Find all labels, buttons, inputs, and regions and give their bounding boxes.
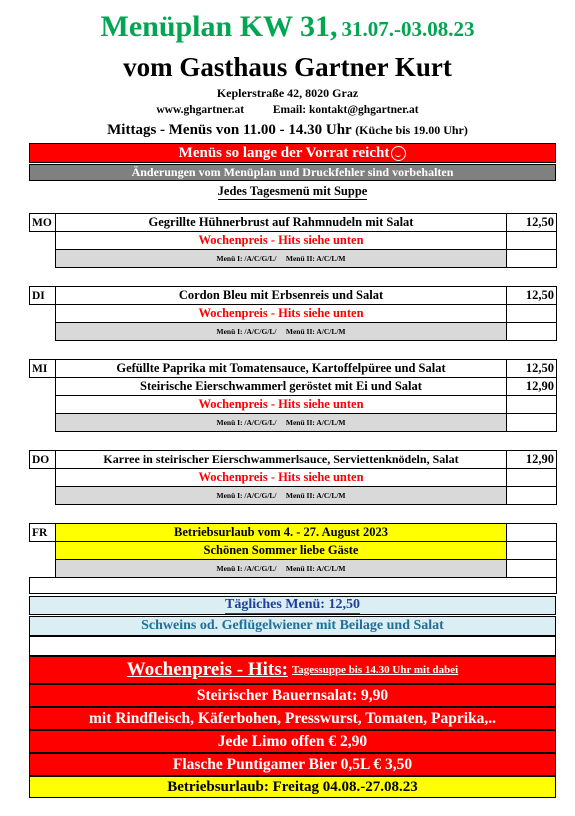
dish-name: Cordon Bleu mit Erbsenreis und Salat (56, 287, 507, 305)
weekly-hits-title-text: Wochenpreis - Hits: (126, 659, 288, 680)
table-row (30, 396, 557, 414)
menu-table-monday (29, 213, 557, 268)
table-row (30, 469, 557, 487)
lunch-hours (0, 122, 575, 139)
allergens: Menü I: /A/C/G/L/ Menü II: A/C/L/M (56, 487, 507, 505)
spacer-row (29, 636, 556, 656)
table-row (30, 542, 557, 560)
menu-table-tuesday (29, 286, 557, 341)
hit-limo: Jede Limo offen € 2,90 (29, 730, 556, 753)
day-label: MO (30, 214, 56, 232)
weekly-hits-note: Wochenpreis - Hits siehe unten (56, 305, 507, 323)
table-row (30, 487, 557, 505)
daily-menu-title (29, 596, 556, 615)
notice-while-stocks (29, 143, 556, 163)
allergens: Menü I: /A/C/G/L/ Menü II: A/C/L/M (56, 323, 507, 341)
notice-soup (29, 182, 556, 202)
day-label: FR (30, 524, 56, 542)
table-row (30, 560, 557, 578)
dish-name: Karree in steirischer Eierschwammerlsauce, Serviettenknödeln, Salat (56, 451, 507, 469)
table-row (30, 323, 557, 341)
weekly-hits-note: Wochenpreis - Hits siehe unten (56, 396, 507, 414)
weekly-hits-note-small: Tagessuppe bis 14.30 Uhr mit dabei (291, 664, 459, 676)
table-row (30, 305, 557, 323)
table-row (30, 578, 557, 594)
notice-soup-text: Jedes Tagesmenü mit Suppe (217, 184, 368, 198)
notice-while-stocks-text: Menüs so lange der Vorrat reicht (178, 144, 390, 161)
day-label: DI (30, 287, 56, 305)
summer-greeting: Schönen Sommer liebe Gäste (56, 542, 507, 560)
dish-price: 12,50 (507, 214, 557, 232)
day-label: DO (30, 451, 56, 469)
smiley-icon (391, 146, 406, 161)
vacation-note: Betriebsurlaub vom 4. - 27. August 2023 (56, 524, 507, 542)
allergens: Menü I: /A/C/G/L/ Menü II: A/C/L/M (56, 560, 507, 578)
table-row (30, 524, 557, 542)
hit-salad-desc: mit Rindfleisch, Käferbohen, Presswurst, Tomaten, Paprika,.. (29, 707, 556, 730)
email-link[interactable]: Email: kontakt@ghgartner.at (272, 104, 419, 116)
hit-salad: Steirischer Bauernsalat: 9,90 (29, 684, 556, 707)
hit-beer: Flasche Puntigamer Bier 0,5L € 3,50 (29, 753, 556, 776)
daily-menu-title-text: Tägliches Menü: 12,50 (225, 597, 360, 612)
contact-line (0, 104, 575, 116)
dish-price: 12,50 (507, 287, 557, 305)
dish-price: 12,90 (507, 378, 557, 396)
table-row (30, 451, 557, 469)
table-row (30, 214, 557, 232)
dish-price: 12,50 (507, 360, 557, 378)
day-label: MI (30, 360, 56, 378)
daily-menu-desc: Schweins od. Geflügelwiener mit Beilage und Salat (29, 616, 556, 636)
allergens: Menü I: /A/C/G/L/ Menü II: A/C/L/M (56, 414, 507, 432)
menu-table-friday (29, 523, 557, 594)
weekly-hits-note: Wochenpreis - Hits siehe unten (56, 469, 507, 487)
title-text: Menüplan KW 31, (100, 10, 338, 43)
dish-name: Steirische Eierschwammerl geröstet mit Ei und Salat (56, 378, 507, 396)
weekly-hits-note: Wochenpreis - Hits siehe unten (56, 232, 507, 250)
allergens: Menü I: /A/C/G/L/ Menü II: A/C/L/M (56, 250, 507, 268)
notice-changes: Änderungen vom Menüplan und Druckfehler sind vorbehalten (29, 164, 556, 181)
lunch-hours-text: Mittags - Menüs von 11.00 - 14.30 Uhr (107, 122, 352, 138)
website-link[interactable]: www.ghgartner.at (156, 104, 245, 116)
table-row (30, 414, 557, 432)
menu-table-wednesday (29, 359, 557, 432)
address: Keplerstraße 42, 8020 Graz (216, 86, 359, 100)
dish-price: 12,90 (507, 451, 557, 469)
table-row (30, 360, 557, 378)
vacation-banner: Betriebsurlaub: Freitag 04.08.-27.08.23 (29, 776, 556, 798)
page-title (0, 10, 575, 44)
dish-name: Gegrillte Hühnerbrust auf Rahmnudeln mit Salat (56, 214, 507, 232)
table-row (30, 232, 557, 250)
table-row (30, 287, 557, 305)
table-row (30, 250, 557, 268)
restaurant-name: vom Gasthaus Gartner Kurt (123, 52, 452, 82)
kitchen-hours: (Küche bis 19.00 Uhr) (355, 123, 468, 137)
title-dates: 31.07.-03.08.23 (341, 17, 475, 41)
menu-table-thursday (29, 450, 557, 505)
weekly-hits-title (29, 656, 556, 684)
table-row (30, 378, 557, 396)
dish-name: Gefüllte Paprika mit Tomatensauce, Kartoffelpüree und Salat (56, 360, 507, 378)
